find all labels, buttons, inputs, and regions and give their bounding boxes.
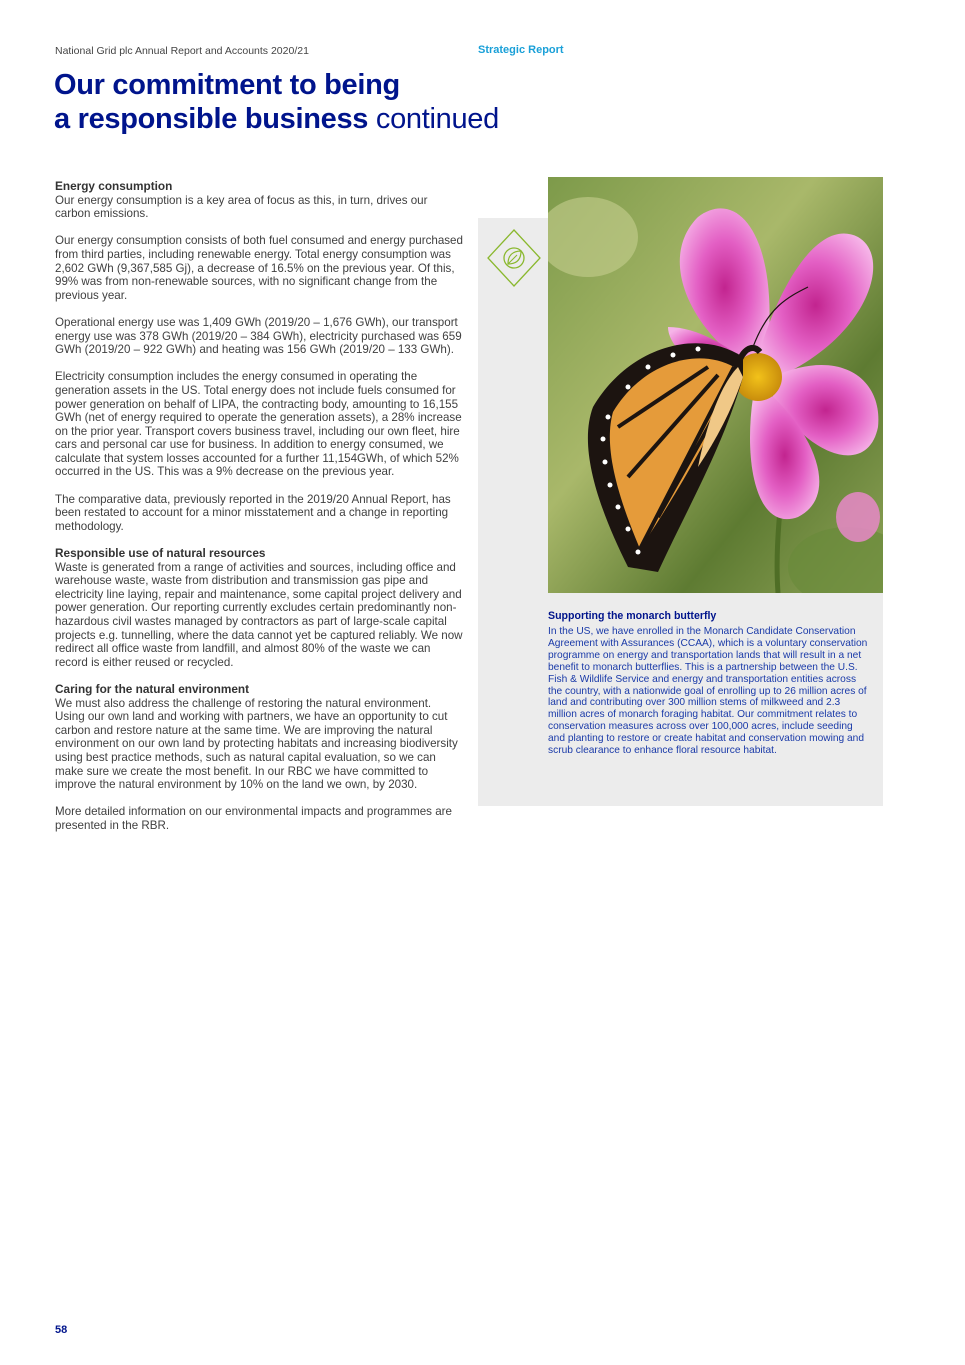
body-column [55, 180, 463, 846]
body-paragraph: More detailed information on our environmental impacts and programmes are presented in the RBR. [55, 805, 452, 832]
butterfly-photo [548, 177, 883, 593]
body-paragraph: Waste is generated from a range of activities and sources, including office and warehouse waste, waste from distribution and transmission gas pipe and electricity line laying, repair and maintenance, some capital project delivery and power generation. Our reporting currently excludes certain predominantly non-hazardous civil wastes managed by contractors as part of large-scale capital projects e.g. tunnelling, where the data cannot yet be captured reliably. We now redirect all office waste from landfill, and almost 80% of the waste we can record is either reused or recycled. [55, 560, 463, 669]
title-line-2-bold: a responsible business [54, 103, 369, 135]
section-label: Strategic Report [478, 44, 564, 56]
section-heading: Responsible use of natural resources [55, 546, 266, 561]
body-paragraph: Electricity consumption includes the energy consumed in operating the generation assets in the US. Total energy does not include fuels consumed for power generation on behalf of LIPA, the contracting body, amounting to 16,155 GWh (net of energy required to operate the generation assets), a 28% increase on the prior year. Transport covers business travel, including our own fleet, hire cars and personal car use for business. In addition to energy consumed, we calculate that system losses accounted for a further 11,154GWh, of which 52% occurred in the US. This was a 9% decrease on the previous year. [55, 370, 462, 479]
running-head: National Grid plc Annual Report and Accounts 2020/21 [55, 45, 309, 57]
body-paragraph: The comparative data, previously reported in the 2019/20 Annual Report, has been restated to account for a minor misstatement and a change in reporting methodology. [55, 492, 451, 533]
page-title [54, 68, 499, 136]
body-paragraph: Our energy consumption is a key area of focus as this, in turn, drives our carbon emissions. [55, 193, 428, 221]
leaf-icon [486, 220, 542, 296]
body-paragraph: We must also address the challenge of restoring the natural environment. Using our own land and working with partners, we have an opportunity to cut carbon and restore nature at the same time. We are improving the natural environment on our own land by protecting habitats and increasing biodiversity using best practice methods, such as natural capital evaluation, so we can make sure we create the most benefit. In our RBC we have committed to improve the natural environment by 10% on the land we own, by 2030. [55, 696, 458, 792]
body-paragraph: Our energy consumption consists of both fuel consumed and energy purchased from third parties, including renewable energy. Total energy consumption was 2,602 GWh (9,367,585 Gj), a decrease of 16.5% on the previous year. Of this, 99% was from non-renewable sources, with no significant change from the previous year. [55, 234, 463, 302]
body-paragraph: Operational energy use was 1,409 GWh (2019/20 – 1,676 GWh), our transport energy use was 378 GWh (2019/20 – 384 GWh), electricity purchased was 659 GWh (2019/20 – 922 GWh) and heating was 156 GWh (2019/20 – 133 GWh). [55, 315, 462, 357]
section-heading: Energy consumption [55, 179, 173, 193]
title-line-2-thin: continued [368, 103, 499, 135]
case-study-body: In the US, we have enrolled in the Monarch Candidate Conservation Agreement with Assurances (CCAA), which is a voluntary conservation programme on energy and transportation lands that will result in a net benefit to monarch butterflies. This is a partnership between the U.S. Fish & Wildlife Service and energy and transportation entities across the country, with a nationwide goal of enrolling up to 26 million acres of land and contributing over 300 million stems of milkweed and 2.3 million acres of monarch foraging habitat. Our commitment relates to conservation measures across over 100,000 acres, include seeding and planting to restore or create habitat and conservation mowing and scrub clearance to enhance floral resource habitat. [548, 626, 868, 757]
page-number: 58 [55, 1324, 68, 1336]
title-line-1: Our commitment to being [54, 69, 400, 101]
section-heading: Caring for the natural environment [55, 681, 250, 696]
case-study-title: Supporting the monarch butterfly [548, 610, 717, 622]
